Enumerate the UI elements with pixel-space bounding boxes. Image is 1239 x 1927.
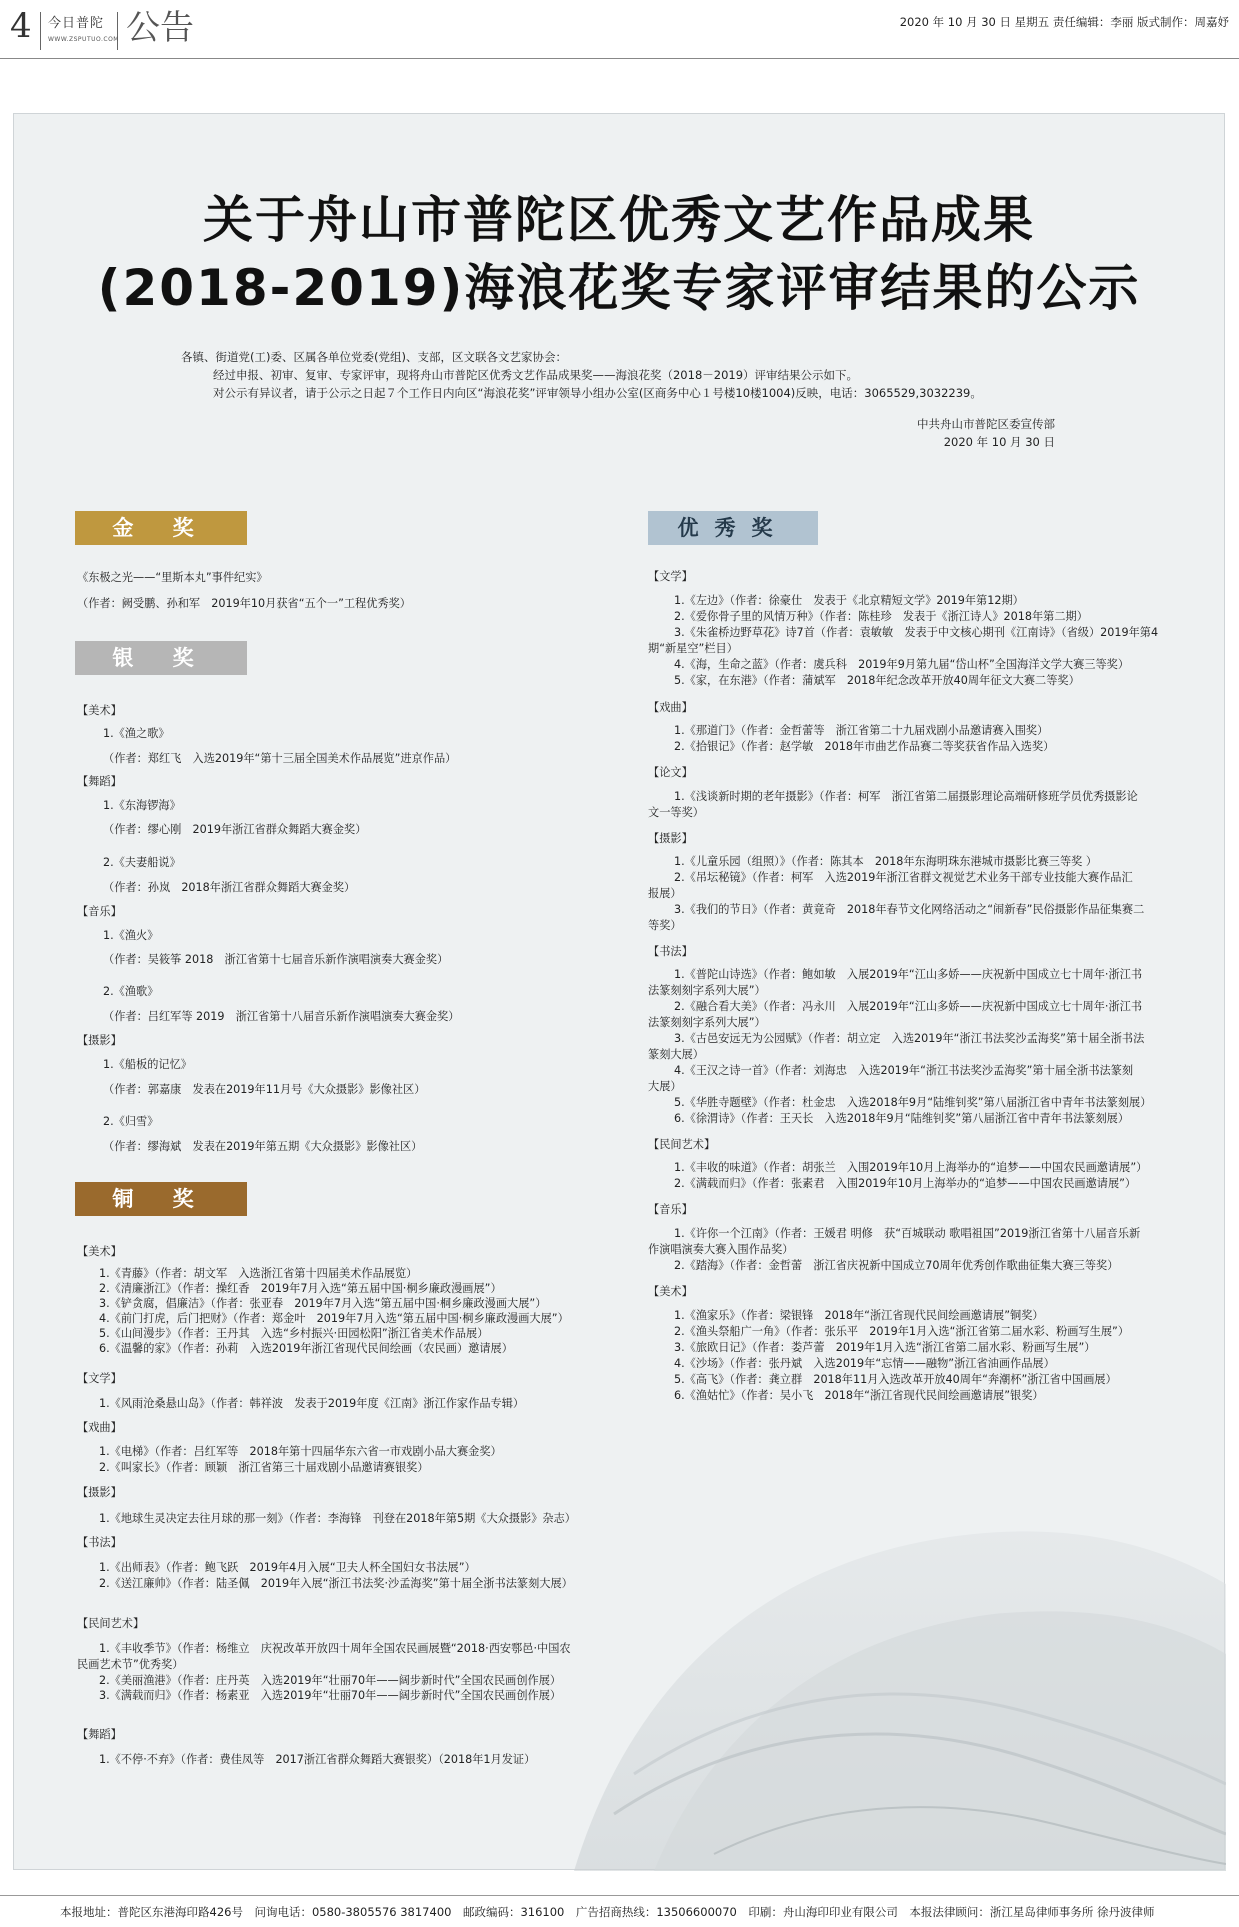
bronze-line: 2.《清廉浙江》（作者：操红香 2019年7月入选“第五届中国·桐乡廉政漫画展”） <box>99 1282 502 1295</box>
excellent-line: 6.《渔姑忙》（作者：吴小飞 2018年“浙江省现代民间绘画邀请展”银奖） <box>674 1389 1044 1402</box>
excellent-line: 等奖） <box>648 919 682 932</box>
bronze-category: 【摄影】 <box>77 1486 122 1499</box>
silver-line: （作者：孙岚 2018年浙江省群众舞蹈大赛金奖） <box>103 881 356 894</box>
intro-paragraph-2: 对公示有异议者，请于公示之日起７个工作日内向区“海浪花奖”评审领导小组办公室(区商务中心１号楼10楼1004)反映，电话：3065529,3032239。 <box>213 386 982 400</box>
bronze-line: 2.《美丽渔港》（作者：庄丹英 入选2019年“壮丽70年——阔步新时代”全国农民画创作展） <box>99 1674 562 1687</box>
silver-line: 1.《船板的记忆》 <box>103 1058 192 1071</box>
bronze-category: 【书法】 <box>77 1536 122 1549</box>
bronze-category: 【美术】 <box>77 1245 122 1258</box>
silver-line: 1.《渔之歌》 <box>103 727 170 740</box>
excellent-line: 4.《沙场》（作者：张丹斌 入选2019年“忘情——融物”浙江省油画作品展） <box>674 1357 1055 1370</box>
bronze-line: 1.《青藤》（作者：胡文军 入选浙江省第十四届美术作品展览） <box>99 1267 418 1280</box>
notice-title-line1: 关于舟山市普陀区优秀文艺作品成果 <box>203 191 1035 249</box>
bronze-award-label: 铜 奖 <box>75 1182 247 1216</box>
excellent-category: 【论文】 <box>648 766 693 779</box>
excellent-line: 6.《徐渭诗》（作者：王天长 入选2018年9月“陆维钊奖”第八届浙江省中青年书法篆刻展） <box>674 1112 1130 1125</box>
excellent-line: 2.《满载而归》（作者：张素君 入围2019年10月上海举办的“追梦——中国农民画邀请展”） <box>674 1177 1137 1190</box>
excellent-line: 2.《踏海》（作者：金哲蕾 浙江省庆祝新中国成立70周年优秀创作歌曲征集大赛三等奖） <box>674 1259 1119 1272</box>
excellent-line: 文一等奖） <box>648 806 704 819</box>
bronze-category: 【文学】 <box>77 1372 122 1385</box>
bronze-line: 民画艺术节”优秀奖） <box>77 1658 184 1671</box>
excellent-category: 【书法】 <box>648 945 693 958</box>
silver-line: 2.《归雪》 <box>103 1115 159 1128</box>
excellent-line: 2.《融合看大美》（作者：冯永川 入展2019年“江山多娇——庆祝新中国成立七十周年·浙江书 <box>674 1000 1143 1013</box>
excellent-line: 3.《我们的节日》（作者：黄竟奇 2018年春节文化网络活动之“闹新春”民俗摄影作品征集赛二 <box>674 903 1145 916</box>
excellent-line: 4.《王汉之诗一首》（作者：刘海忠 入选2019年“浙江书法奖沙孟海奖”第十届全浙书法篆刻 <box>674 1064 1134 1077</box>
bronze-line: 5.《山间漫步》（作者：王丹其 入选“乡村振兴·田园松阳”浙江省美术作品展） <box>99 1327 489 1340</box>
page-number: 4 <box>10 6 32 46</box>
bronze-line: 1.《不停·不弃》（作者：费佳凤等 2017浙江省群众舞蹈大赛银奖）（2018年1月发证） <box>99 1753 536 1766</box>
silver-award-label: 银 奖 <box>75 641 247 675</box>
excellent-line: 报展） <box>648 887 682 900</box>
silver-line: （作者：郑红飞 入选2019年“第十三届全国美术作品展览”进京作品） <box>103 752 457 765</box>
gold-line: 《东极之光——“里斯本丸”事件纪实》 <box>77 571 268 584</box>
excellent-line: 法篆刻刻字系列大展”） <box>648 984 766 997</box>
issue-info: 2020 年 10 月 30 日 星期五 责任编辑：李丽 版式制作：周嘉妤 <box>899 15 1229 29</box>
bronze-line: 6.《温馨的家》（作者：孙莉 入选2019年浙江省现代民间绘画（农民画）邀请展） <box>99 1342 513 1355</box>
excellent-line: 3.《古邑安远无为公园赋》（作者：胡立定 入选2019年“浙江书法奖沙孟海奖”第十届全浙书法 <box>674 1032 1145 1045</box>
excellent-category: 【音乐】 <box>648 1203 693 1216</box>
excellent-line: 1.《丰收的味道》（作者：胡张兰 入围2019年10月上海举办的“追梦——中国农民画邀请展”） <box>674 1161 1148 1174</box>
gold-line: （作者：阙受鹏、孙和军 2019年10月获省“五个一”工程优秀奖） <box>77 597 411 610</box>
excellent-line: 3.《朱雀桥边野草花》诗7首（作者：袁敏敏 发表于中文核心期刊《江南诗》（省级）2019年第4 <box>674 626 1159 639</box>
silver-category: 【音乐】 <box>77 905 122 918</box>
bronze-category: 【戏曲】 <box>77 1421 122 1434</box>
bronze-line: 1.《出师表》（作者：鲍飞跃 2019年4月入展“卫夫人杯全国妇女书法展”） <box>99 1561 476 1574</box>
excellent-line: 期“新星空”栏目） <box>648 642 738 655</box>
silver-line: 1.《渔火》 <box>103 929 159 942</box>
excellent-line: 2.《渔头祭船广一角》（作者：张乐平 2019年1月入选“浙江省第二届水彩、粉画写生展”） <box>674 1325 1130 1338</box>
excellent-category: 【戏曲】 <box>648 701 693 714</box>
excellent-line: 4.《海，生命之蓝》（作者：虞兵科 2019年9月第九届“岱山杯”全国海洋文学大赛三等奖） <box>674 658 1130 671</box>
excellent-line: 5.《高飞》（作者：龚立群 2018年11月入选改革开放40周年“奔潮杯”浙江省中国画展） <box>674 1373 1117 1386</box>
excellent-line: 1.《儿童乐园（组照）》（作者：陈其本 2018年东海明珠东港城市摄影比赛三等奖 ） <box>674 855 1098 868</box>
notice-title-line2: (2018-2019)海浪花奖专家评审结果的公示 <box>97 259 1141 317</box>
silver-category: 【美术】 <box>77 704 122 717</box>
section-label: 公告 <box>126 8 194 48</box>
logo-url: WWW.ZSPUTUO.COM <box>48 36 119 43</box>
silver-line: （作者：缪海斌 发表在2019年第五期《大众摄影》影像社区） <box>103 1140 423 1153</box>
excellent-line: 5.《华胜寺题壁》（作者：杜金忠 入选2018年9月“陆维钊奖”第八届浙江省中青年书法篆刻展） <box>674 1096 1152 1109</box>
gold-award-label: 金 奖 <box>75 511 247 545</box>
excellent-line: 1.《左边》（作者：徐豪仕 发表于《北京精短文学》2019年第12期） <box>674 594 1024 607</box>
newspaper-logo: 今日普陀 <box>48 16 105 31</box>
bronze-line: 1.《电梯》（作者：吕红军等 2018年第十四届华东六省一市戏剧小品大赛金奖） <box>99 1445 502 1458</box>
excellent-line: 作演唱演奏大赛入围作品奖） <box>648 1243 794 1256</box>
bronze-line: 1.《丰收季节》（作者：杨维立 庆祝改革开放四十周年全国农民画展暨“2018·西安鄠邑·中国农 <box>99 1642 571 1655</box>
excellent-line: 1.《浅谈新时期的老年摄影》（作者：柯军 浙江省第二届摄影理论高端研修班学员优秀摄影论 <box>674 790 1138 803</box>
bronze-line: 2.《送江廉帅》（作者：陆圣佩 2019年入展“浙江书法奖·沙孟海奖”第十届全浙书法篆刻大展） <box>99 1577 573 1590</box>
bronze-line: 3.《铲贪腐，倡廉洁》（作者：张亚春 2019年7月入选“第五届中国·桐乡廉政漫画大展”） <box>99 1297 547 1310</box>
masthead <box>0 0 1239 60</box>
bronze-line: 3.《满载而归》（作者：杨素亚 入选2019年“壮丽70年——阔步新时代”全国农民画创作展） <box>99 1689 562 1702</box>
excellent-line: 1.《许你一个江南》（作者：王媛君 明修 获“百城联动 歌唱祖国”2019浙江省第十八届音乐新 <box>674 1227 1141 1240</box>
bronze-line: 2.《叫家长》（作者：顾颖 浙江省第三十届戏剧小品邀请赛银奖） <box>99 1461 429 1474</box>
bronze-line: 1.《地球生灵决定去往月球的那一刻》（作者：李海锋 刊登在2018年第5期《大众摄影》杂志） <box>99 1512 576 1525</box>
silver-line: （作者：吴筱筝 2018 浙江省第十七届音乐新作演唱演奏大赛金奖） <box>103 953 449 966</box>
excellent-line: 2.《拾银记》（作者：赵学敏 2018年市曲艺作品赛二等奖获省作品入选奖） <box>674 740 1055 753</box>
silver-line: （作者：吕红军等 2019 浙江省第十八届音乐新作演唱演奏大赛金奖） <box>103 1010 460 1023</box>
silver-line: 1.《东海锣海》 <box>103 799 181 812</box>
footer-divider <box>0 1895 1239 1896</box>
excellent-line: 2.《吊坛秘镜》（作者：柯军 入选2019年浙江省群文视觉艺术业务干部专业技能大赛作品汇 <box>674 871 1133 884</box>
excellent-category: 【美术】 <box>648 1285 693 1298</box>
bronze-category: 【民间艺术】 <box>77 1617 145 1630</box>
excellent-category: 【摄影】 <box>648 832 693 845</box>
silver-line: （作者：缪心刚 2019年浙江省群众舞蹈大赛金奖） <box>103 823 367 836</box>
excellent-line: 大展） <box>648 1080 682 1093</box>
silver-line: （作者：郭嘉康 发表在2019年11月号《大众摄影》影像社区） <box>103 1083 426 1096</box>
bronze-line: 1.《风雨沧桑悬山岛》（作者：韩祥波 发表于2019年度《江南》浙江作家作品专辑） <box>99 1397 525 1410</box>
excellent-line: 1.《渔家乐》（作者：梁银锋 2018年“浙江省现代民间绘画邀请展”铜奖） <box>674 1309 1044 1322</box>
excellent-award-label: 优秀奖 <box>648 511 818 545</box>
excellent-line: 1.《那道门》（作者：金哲蕾等 浙江省第二十九届戏剧小品邀请赛入围奖） <box>674 724 1049 737</box>
bronze-line: 4.《前门打虎，后门把财》（作者：郑金叶 2019年7月入选“第五届中国·桐乡廉政漫画大展”） <box>99 1312 569 1325</box>
excellent-line: 2.《爱你骨子里的风情万种》（作者：陈桂珍 发表于《浙江诗人》2018年第二期） <box>674 610 1088 623</box>
excellent-line: 1.《普陀山诗选》（作者：鲍如敏 入展2019年“江山多娇——庆祝新中国成立七十周年·浙江书 <box>674 968 1143 981</box>
excellent-line: 篆刻大展） <box>648 1048 704 1061</box>
excellent-line: 法篆刻刻字系列大展”） <box>648 1016 766 1029</box>
salutation: 各镇、街道党(工)委、区属各单位党委(党组)、支部，区文联各文艺家协会： <box>181 350 567 364</box>
intro-paragraph-1: 经过申报、初审、复审、专家评审，现将舟山市普陀区优秀文艺作品成果奖——海浪花奖（2018－2019）评审结果公示如下。 <box>213 368 859 382</box>
silver-line: 2.《渔歌》 <box>103 985 159 998</box>
silver-line: 2.《夫妻船说》 <box>103 856 181 869</box>
excellent-category: 【文学】 <box>648 570 693 583</box>
bronze-category: 【舞蹈】 <box>77 1728 122 1741</box>
signature-org: 中共舟山市普陀区委宣传部 <box>917 417 1055 431</box>
signature-date: 2020 年 10 月 30 日 <box>943 435 1055 449</box>
silver-category: 【舞蹈】 <box>77 775 122 788</box>
masthead-divider <box>0 58 1239 59</box>
excellent-line: 3.《旅欧日记》（作者：娄芦蕾 2019年1月入选“浙江省第二届水彩、粉画写生展”） <box>674 1341 1096 1354</box>
silver-category: 【摄影】 <box>77 1034 122 1047</box>
excellent-line: 5.《家，在东港》（作者：蒲斌军 2018年纪念改革开放40周年征文大赛二等奖） <box>674 674 1080 687</box>
excellent-category: 【民间艺术】 <box>648 1138 716 1151</box>
footer-info: 本报地址：普陀区东港海印路426号 问询电话：0580-3805576 3817400 邮政编码：316100 广告招商热线：13506600070 印刷：舟山海印印业有限公司 本报法律顾问：浙江星岛律师事务所 徐丹波律师 <box>60 1905 1155 1919</box>
